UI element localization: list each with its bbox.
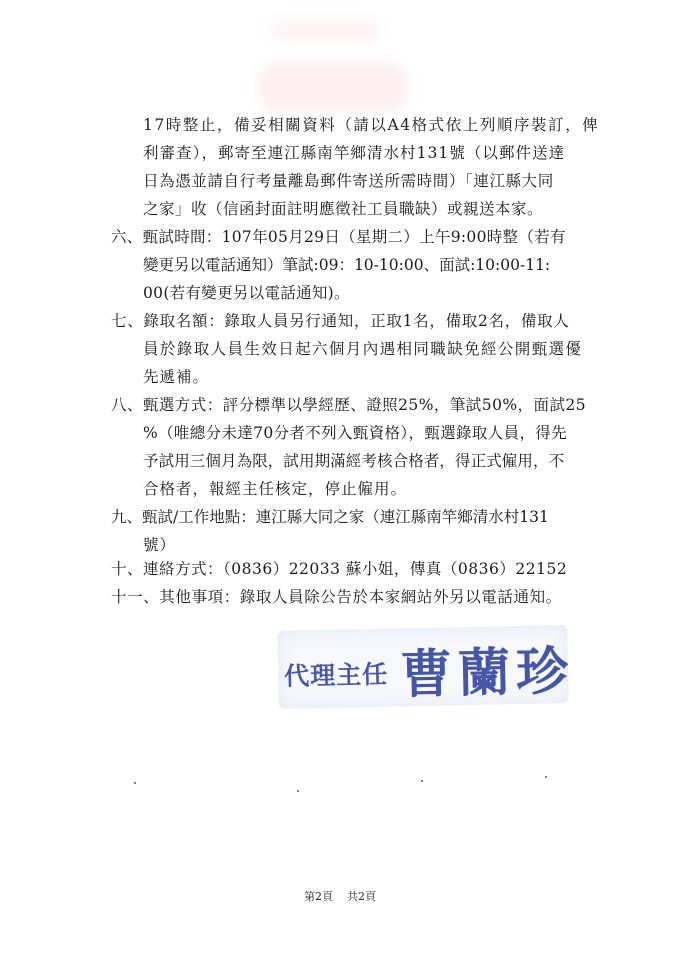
faint-stamp-mark — [258, 62, 408, 112]
item-ten-contact: 十、連絡方式：（0836）22033 蘇小姐，傳真（0836）22152 — [111, 560, 568, 578]
text-line-14: 合格者，報經主任核定，停止僱用。 — [143, 480, 408, 498]
text-line-9: 員於錄取人員生效日起六個月內遇相同職缺免經公開甄選優 — [143, 340, 583, 358]
text-line-1: 17時整止，備妥相關資料（請以A4格式依上列順序裝訂，俾 — [143, 116, 600, 134]
director-seal-stamp — [277, 625, 575, 709]
item-nine-location: 九、甄試/工作地點：連江縣大同之家（連江縣南竿鄉清水村131 — [111, 508, 549, 526]
text-line-2: 利審查），郵寄至連江縣南竿鄉清水村131號（以郵件送達 — [143, 144, 566, 162]
item-eleven-other: 十一、其他事項：錄取人員除公告於本家網站外另以電話通知。 — [111, 588, 562, 606]
item-six-exam-time: 六、甄試時間：107年05月29日（星期二）上午9:00時整（若有 — [111, 228, 566, 246]
item-eight-method: 八、甄選方式：評分標準以學經歷、證照25%，筆試50%，面試25 — [111, 396, 587, 414]
scan-speck — [421, 780, 423, 782]
page-number: 第2頁 — [304, 890, 333, 903]
seal-name: 曹蘭珍 — [399, 640, 575, 706]
page-footer — [0, 888, 680, 904]
page-total: 共2頁 — [347, 890, 376, 903]
faint-stamp-mark-top — [270, 18, 380, 42]
text-line-3: 日為憑並請自行考量離島郵件寄送所需時間）「連江縣大同 — [143, 172, 554, 190]
text-line-16: 號） — [143, 536, 177, 554]
text-line-4: 之家」收（信函封面註明應徵社工員職缺）或親送本家。 — [143, 200, 544, 218]
text-line-10: 先遞補。 — [143, 368, 210, 386]
seal-title: 代理主任 — [283, 659, 389, 691]
scan-speck — [134, 782, 136, 784]
scan-speck — [545, 776, 547, 778]
text-line-12: %（唯總分未達70分者不列入甄資格），甄選錄取人員，得先 — [143, 424, 568, 442]
text-line-6: 變更另以電話通知）筆試:09：10-10:00、面試:10:00-11: — [143, 256, 551, 274]
text-line-7: 00(若有變更另以電話通知)。 — [143, 284, 350, 302]
text-line-13: 予試用三個月為限，試用期滿經考核合格者，得正式僱用，不 — [143, 452, 565, 470]
item-seven-quota: 七、錄取名額：錄取人員另行通知，正取1名，備取2名，備取人 — [111, 312, 570, 330]
scan-speck — [297, 790, 299, 792]
